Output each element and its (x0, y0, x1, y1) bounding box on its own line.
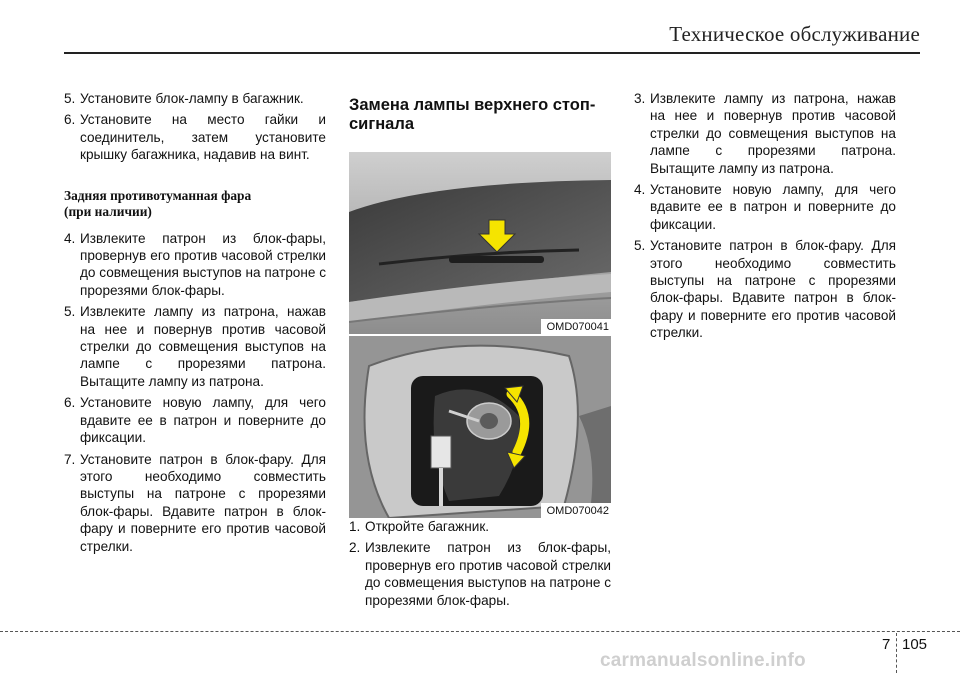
figure-rear-window (349, 152, 611, 334)
step-number: 1. (349, 519, 361, 534)
step-number: 5. (634, 238, 646, 254)
step-number: 3. (634, 91, 646, 106)
step-text: Установите блок-лампу в багажник. (80, 91, 304, 106)
step-text: Извлеките лампу из патрона, нажав на нее и повернув против часовой стрелки до совмещения выступов на лампе с прорезями патрона. Вытащите лампу из патрона. (80, 304, 326, 389)
step-text: Извлеките лампу из патрона, нажав на нее и повернув против часовой стрелки до совмещения выступов на лампе с прорезями патрона. Вытащите лампу из патрона. (650, 91, 896, 176)
fog-lamp-subheading (64, 188, 326, 220)
middle-column (349, 96, 611, 613)
list-item (64, 394, 326, 446)
figure-code: OMD070041 (541, 319, 611, 334)
chapter-number: 7 (882, 636, 891, 653)
step-number: 4. (634, 182, 646, 198)
step-number: 4. (64, 230, 76, 246)
list-item (64, 451, 326, 555)
list-item (349, 518, 611, 535)
step-text: Установите новую лампу, для чего вдавите ее в патрон и поверните до фиксации. (80, 395, 326, 446)
rotate-arrow-icon (349, 336, 611, 518)
section-title: Замена лампы верхнего стоп-сигнала (349, 96, 596, 133)
list-item (634, 181, 896, 233)
trunk-lamp-steps (64, 90, 326, 164)
step-number: 6. (64, 395, 76, 411)
step-number: 5. (64, 304, 76, 320)
section-header-title: Техническое обслуживание (669, 22, 920, 46)
subheading-line: Задняя противотуманная фара (64, 187, 252, 203)
step-number: 5. (64, 91, 76, 106)
footer-divider (0, 631, 960, 632)
step-text: Извлеките патрон из блок-фары, провернув его против часовой стрелки до совмещения выступов на патроне с прорезями блок-фары. (80, 230, 326, 298)
right-column (634, 90, 896, 346)
step-number: 2. (349, 540, 361, 556)
list-item (64, 111, 326, 163)
watermark-text: carmanualsonline.info (600, 650, 806, 671)
list-item (634, 237, 896, 341)
page-number: 105 (902, 636, 928, 653)
subheading-line: (при наличии) (64, 203, 152, 219)
step-text: Установите патрон в блок-фару. Для этого необходимо совместить выступы на патроне с прорезями блок-фары. Вдавите патрон в блок-фару и поверните его против часовой стрелки. (80, 451, 326, 554)
step-text: Извлеките патрон из блок-фары, провернув его против часовой стрелки до совмещения выступов на патроне с прорезями блок-фары. (365, 540, 611, 608)
header-divider (64, 52, 920, 54)
figure-lamp-socket (349, 336, 611, 518)
step-text: Установите новую лампу, для чего вдавите ее в патрон и поверните до фиксации. (650, 182, 896, 232)
list-item (64, 303, 326, 390)
brake-light-steps-continued (634, 90, 896, 342)
list-item (634, 90, 896, 177)
fog-lamp-steps (64, 230, 326, 555)
step-text: Установите на место гайки и соединитель, затем установите крышку багажника, надавив на винт. (80, 112, 326, 163)
list-item (64, 90, 326, 107)
page-number-separator (896, 633, 897, 673)
arrow-down-icon (349, 152, 611, 334)
brake-light-steps (349, 518, 611, 609)
step-number: 7. (64, 451, 76, 467)
figure-code: OMD070042 (541, 503, 611, 518)
step-text: Установите патрон в блок-фару. Для этого необходимо совместить выступы на патроне с прорезями блок-фары. Вдавите патрон в блок-фару и поверните его против часовой стрелки. (650, 238, 896, 341)
step-text: Откройте багажник. (365, 519, 490, 534)
list-item (349, 539, 611, 609)
left-column (64, 90, 326, 559)
list-item (64, 230, 326, 300)
step-number: 6. (64, 112, 76, 128)
